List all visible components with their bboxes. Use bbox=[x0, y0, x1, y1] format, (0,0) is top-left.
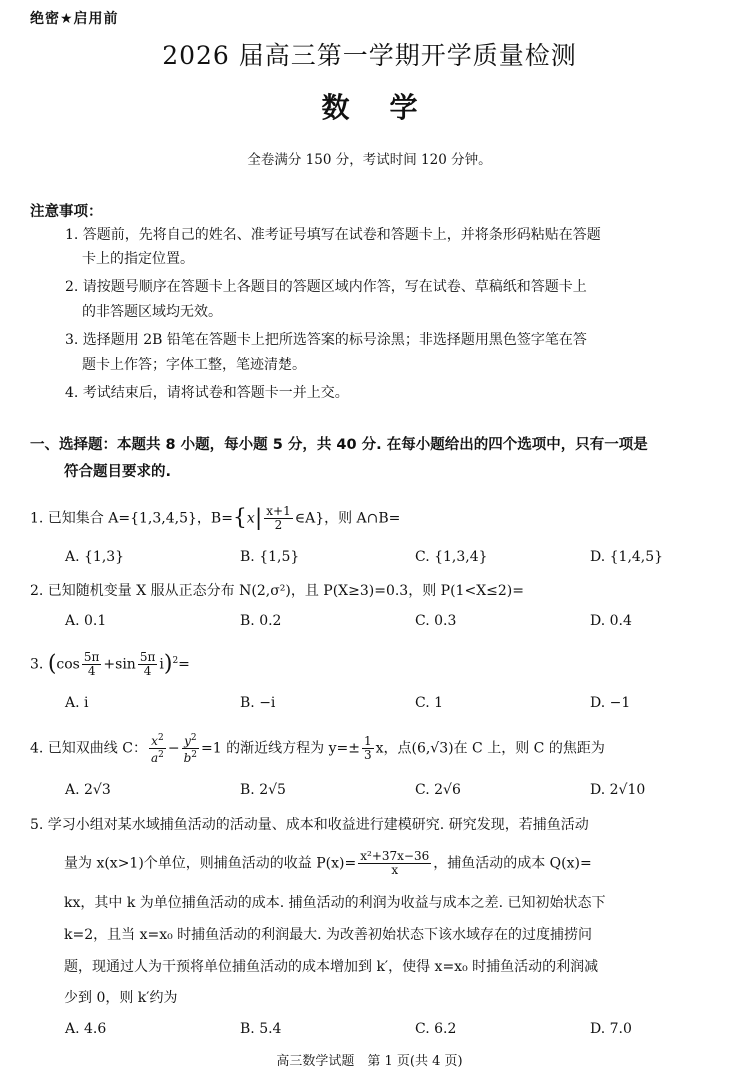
q2-option-b: B. 0.2 bbox=[240, 613, 282, 629]
q3-fraction-cos: $\frac{5\pi}{4}$ bbox=[83, 650, 100, 679]
q5-option-b: B. 5.4 bbox=[240, 1021, 282, 1037]
question-3: 3. (cos $\frac{5\pi}{4}$ +sin $\frac{5\pi}{4}$ i)$^2$= bbox=[30, 650, 190, 679]
q3-option-c: C. 1 bbox=[415, 695, 444, 711]
notice-item-2: 2. 请按题号顺序在答题卡上各题目的答题区域内作答，写在试卷、草稿纸和答题卡上 bbox=[65, 279, 587, 295]
notice-item-3: 3. 选择题用 2B 铅笔在答题卡上把所选答案的标号涂黑；非选择题用黑色签字笔在答 bbox=[65, 332, 587, 348]
question-5-line-1: 5. 学习小组对某水域捕鱼活动的活动量、成本和收益进行建模研究. 研究发现，若捕鱼活动 bbox=[30, 817, 589, 833]
q5-fraction: $\frac{\text{x²+37x−36}}{x}$ bbox=[360, 849, 430, 877]
q2-option-c: C. 0.3 bbox=[415, 613, 457, 629]
notice-item-2-cont: 的非答题区域均无效。 bbox=[82, 304, 222, 320]
q1-suffix: ∈A}，则 A∩B= bbox=[294, 510, 401, 527]
question-5-line-3: kx，其中 k 为单位捕鱼活动的成本. 捕鱼活动的利润为收益与成本之差. 已知初始状态下 bbox=[64, 895, 606, 911]
question-5-line-5: 题，现通过人为干预将单位捕鱼活动的成本增加到 k′，使得 x=x₀ 时捕鱼活动的利润减 bbox=[64, 959, 599, 975]
q1-option-a: A. {1,3} bbox=[65, 549, 125, 565]
q3-option-b: B. −i bbox=[240, 695, 276, 711]
q4-fraction-y: $\frac{y^2}{b^2}$ bbox=[183, 733, 198, 765]
confidential-label: 绝密★启用前 bbox=[30, 11, 119, 27]
section-heading-cont: 符合题目要求的. bbox=[64, 464, 172, 480]
q1-option-c: C. {1,3,4} bbox=[415, 549, 488, 565]
q1-option-d: D. {1,4,5} bbox=[590, 549, 664, 565]
q4-fraction-third: $\frac{1}{3}$ bbox=[363, 734, 372, 762]
q3-option-a: A. i bbox=[65, 695, 89, 711]
q1-sets: A={1,3,4,5}，B= bbox=[108, 510, 233, 527]
exam-title: 2026 届高三第一学期开学质量检测 bbox=[162, 41, 577, 70]
q3-option-d: D. −1 bbox=[590, 695, 631, 711]
question-5-line-6: 少到 0，则 k′约为 bbox=[64, 990, 178, 1006]
q3-fraction-sin: $\frac{5\pi}{4}$ bbox=[139, 650, 156, 679]
q5-option-d: D. 7.0 bbox=[590, 1021, 632, 1037]
question-5-line-4: k=2，且当 x=x₀ 时捕鱼活动的利润最大. 为改善初始状态下该水域存在的过度捕捞问 bbox=[64, 927, 593, 943]
notice-item-1: 1. 答题前，先将自己的姓名、准考证号填写在试卷和答题卡上，并将条形码粘贴在答题 bbox=[65, 227, 601, 243]
q1-prefix: 1. 已知集合 bbox=[30, 510, 109, 527]
q4-option-b: B. 2√5 bbox=[240, 782, 286, 798]
q5-option-c: C. 6.2 bbox=[415, 1021, 457, 1037]
q4-option-d: D. 2√10 bbox=[590, 782, 646, 798]
notice-item-4: 4. 考试结束后，请将试卷和答题卡一并上交。 bbox=[65, 385, 349, 401]
subject-title: 数学 bbox=[321, 91, 458, 124]
notice-item-1-cont: 卡上的指定位置。 bbox=[82, 251, 194, 267]
question-5-line-2: 量为 x(x>1)个单位，则捕鱼活动的收益 P(x)= $\frac{\text{x²+37x−36}}{x}$ ，捕鱼活动的成本 Q(x)= bbox=[64, 849, 592, 877]
question-2: 2. 已知随机变量 X 服从正态分布 N(2,σ²)，且 P(X≥3)=0.3，则 P(1<X≤2)= bbox=[30, 583, 524, 599]
q4-option-c: C. 2√6 bbox=[415, 782, 461, 798]
section-heading: 一、选择题：本题共 8 小题，每小题 5 分，共 40 分. 在每小题给出的四个选项中，只有一项是 bbox=[30, 437, 648, 453]
q5-option-a: A. 4.6 bbox=[65, 1021, 107, 1037]
question-4: 4. 已知双曲线 C： $\frac{x^2}{a^2}$ − $\frac{y^2}{b^2}$ =1 的渐近线方程为 y=± $\frac{1}{3}$ x，点(6,√3)在 C 上，则 C 的焦距为 bbox=[30, 733, 605, 765]
q2-option-a: A. 0.1 bbox=[65, 613, 107, 629]
score-time-note: 全卷满分 150 分，考试时间 120 分钟。 bbox=[247, 152, 492, 168]
q1-fraction: $\frac{x+1}{2}$ bbox=[266, 504, 291, 532]
q4-option-a: A. 2√3 bbox=[65, 782, 111, 798]
notice-item-3-cont: 题卡上作答；字体工整，笔迹清楚。 bbox=[82, 357, 306, 373]
q4-fraction-x: $\frac{x^2}{a^2}$ bbox=[150, 733, 164, 765]
notice-heading: 注意事项： bbox=[30, 204, 103, 220]
question-1: 1. 已知集合 A={1,3,4,5}，B={x| $\frac{x+1}{2}$ ∈A}，则 A∩B= bbox=[30, 504, 401, 532]
q2-option-d: D. 0.4 bbox=[590, 613, 632, 629]
q1-option-b: B. {1,5} bbox=[240, 549, 300, 565]
page-footer: 高三数学试题 第 1 页(共 4 页) bbox=[276, 1054, 463, 1069]
